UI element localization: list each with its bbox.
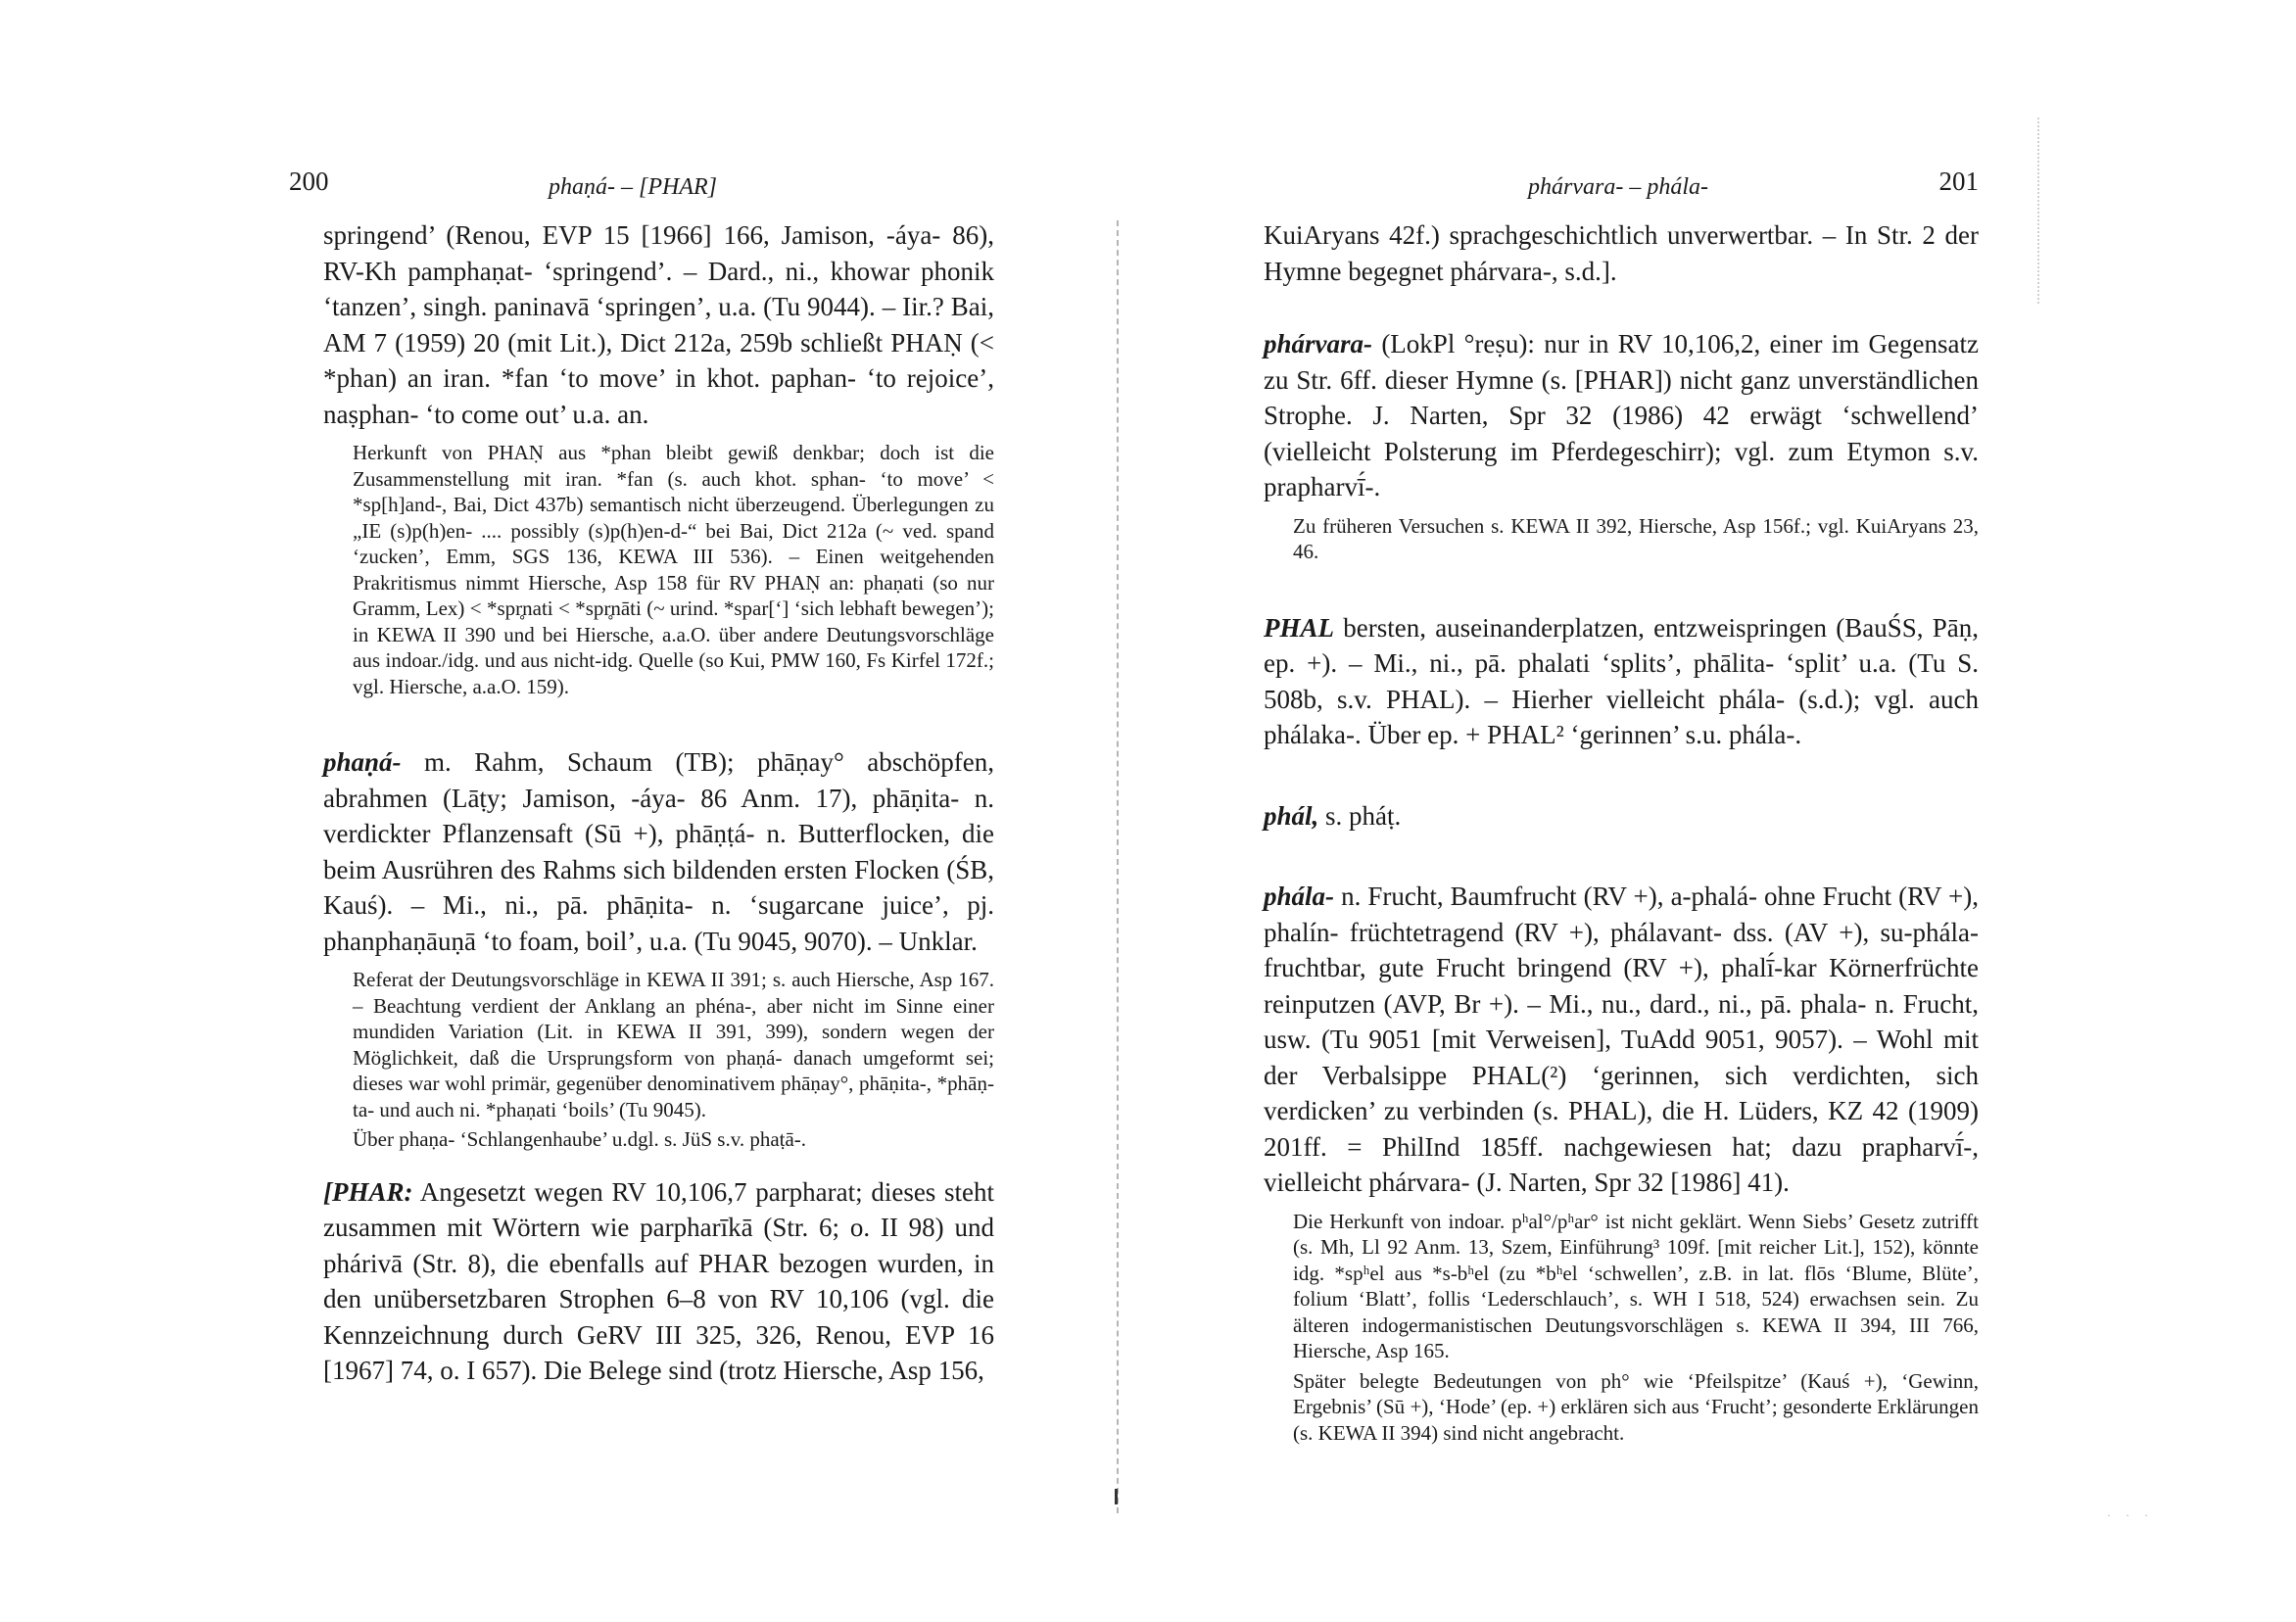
continuation-paragraph: KuiAryans 42f.) sprachgeschichtlich unverwertbar. – In Str. 2 der Hymne begegnet phárvara-, s.d.].	[1264, 220, 1979, 286]
page-number: 200	[289, 167, 329, 196]
entry-text: m. Rahm, Schaum (TB); phāṇay° abschöpfen, abrahmen (Lāṭy; Jamison, -áya- 86 Anm. 17), phāṇita- n. verdickter Pflanzensaft (Sū +), phāṇṭá- n. Butterflocken, die beim Ausrühren des Rahms sich bildenden ersten Flocken (ŚB, Kauś). – Mi., ni., pā. phāṇita- n. ‘sugarcane juice’, pj. phanphaṇāuṇā ‘to foam, boil’, u.a. (Tu 9045, 9070). – Unklar.	[323, 747, 994, 956]
page-number: 201	[1938, 167, 1979, 196]
small-print-note: Über phaṇa- ‘Schlangenhaube’ u.dgl. s. JüS s.v. phaṭā-.	[353, 1127, 807, 1151]
entry-pharvara	[1264, 326, 1979, 505]
gutter-divider	[1117, 220, 1119, 1513]
entry-phana	[323, 744, 994, 959]
small-print-note: Später belegte Bedeutungen von ph° wie ‘Pfeilspitze’ (Kauś +), ‘Gewinn, Ergebnis’ (Sū +), ‘Hode’ (ep. +) erklären sich aus ‘Frucht’; gesonderte Erklärungen (s. KEWA II 394) sind nicht angebracht.	[1293, 1368, 1979, 1445]
small-print-note: Referat der Deutungsvorschläge in KEWA II 391; s. auch Hiersche, Asp 167. – Beachtung verdient der Anklang an phéna-, aber nicht im Sinne einer mundiden Variation (Lit. in KEWA II 391, 399), sondern wegen der Möglichkeit, daß die Ursprungsform von phaṇá- danach umgeformt sei; dieses war wohl primär, gegenüber denominativem phāṇay°, phāṇita-, *phāṇ-ta- und auch ni. *phaṇati ‘boils’ (Tu 9045).	[353, 968, 994, 1121]
entry-phal-root	[1264, 610, 1979, 753]
entry-text: s. pháṭ.	[1318, 800, 1402, 831]
entry-text: (LokPl °reṣu): nur in RV 10,106,2, einer im Gegensatz zu Str. 6ff. dieser Hymne (s. [PHAR]) nicht ganz unverständlichen Strophe. J. Narten, Spr 32 (1986) 42 erwägt ‘schwellend’ (vielleicht Polsterung im Pferdegeschirr); vgl. zum Etymon s.v. prapharvī́-.	[1264, 329, 1979, 501]
entry-lemma: phaṇá-	[323, 747, 402, 777]
entry-text: Angesetzt wegen RV 10,106,7 parpharat; dieses steht zusammen mit Wörtern wie parpharīkā (Str. 6; o. II 98) und phárivā (Str. 8), die ebenfalls auf PHAR bezogen wurden, in den unübersetzbaren Strophen 6–8 von RV 10,106 (vgl. die Kennzeichnung durch GeRV III 325, 326, Renou, EVP 16 [1967] 74, o. I 657). Die Belege sind (trotz Hiersche, Asp 156,	[323, 1176, 994, 1385]
entry-phar	[323, 1174, 994, 1389]
small-print-note: Herkunft von PHAṆ aus *phan bleibt gewiß denkbar; doch ist die Zusammenstellung mit iran. *fan (s. auch khot. sphan- ‘to move’ < *sp[h]and-, Bai, Dict 437b) semantisch nicht überzeugend. Überlegungen zu „IE (s)p(h)en- .... possibly (s)p(h)en-d-“ bei Bai, Dict 212a (~ ved. spand ‘zucken’, Emm, SGS 136, KEWA III 536). – Einen weitgehenden Prakritismus nimmt Hiersche, Asp 158 für RV PHAṆ an: phaṇati (so nur Gramm, Lex) < *spr̥nati < *spr̥nāti (~ urind. *spar[‘] ‘sich lebhaft bewegen’); in KEWA II 390 und bei Hiersche, a.a.O. über andere Deutungsvorschläge aus indoar./idg. und aus nicht-idg. Quelle (so Kui, PMW 160, Fs Kirfel 172f.; vgl. Hiersche, a.a.O. 159).	[353, 441, 994, 698]
running-head: phaṇá- – [PHAR]	[549, 174, 717, 200]
entry-lemma: PHAL	[1264, 612, 1334, 643]
gutter-mark	[1115, 1489, 1118, 1504]
entry-text: bersten, auseinanderplatzen, entzweispringen (BauŚS, Pāṇ, ep. +). – Mi., ni., pā. phalati ‘splits’, phālita- ‘split’ u.a. (Tu S. 508b, s.v. PHAL). – Hierher vielleicht phála- (s.d.); vgl. auch phálaka-. Über ep. + PHAL² ‘gerinnen’ s.u. phála-.	[1264, 612, 1979, 749]
entry-lemma: phárvara-	[1264, 329, 1373, 358]
right-page	[1254, 0, 1979, 1622]
scan-edge	[2037, 118, 2041, 304]
entry-lemma: phál,	[1264, 800, 1319, 831]
right-page-body	[1264, 217, 1979, 1446]
scan-specks: · · ·	[2107, 1508, 2154, 1522]
entry-phala	[1264, 879, 1979, 1201]
entry-lemma: [PHAR:	[323, 1176, 413, 1207]
continuation-paragraph: springend’ (Renou, EVP 15 [1966] 166, Jamison, -áya- 86), RV-Kh pamphaṇat- ‘springend’. – Dard., ni., khowar phonik ‘tanzen’, singh. paninavā ‘springen’, u.a. (Tu 9044). – Iir.? Bai, AM 7 (1959) 20 (mit Lit.), Dict 212a, 259b schließt PHAṆ (< *phan) an iran. *fan ‘to move’ in khot. paphan- ‘to rejoice’, naṣphan- ‘to come out’ u.a. an.	[323, 220, 994, 429]
entry-text: n. Frucht, Baumfrucht (RV +), a-phalá- ohne Frucht (RV +), phalín- früchtetragend (RV +), phálavant- dss. (AV +), su-phála- fruchtbar, gute Frucht bringend (RV +), phalī́-kar Körnerfrüchte reinputzen (AVP, Br +). – Mi., nu., dard., ni., pā. phala- n. Frucht, usw. (Tu 9051 [mit Verweisen], TuAdd 9051, 9057). – Wohl mit der Verbalsippe PHAL(²) ‘gerinnen, sich verdichten, sich verdicken’ zu verbinden (s. PHAL), die H. Lüders, KZ 42 (1909) 201ff. = PhilInd 185ff. nachgewiesen hat; dazu prapharvī́-, vielleicht phárvara- (J. Narten, Spr 32 [1986] 41).	[1264, 882, 1979, 1197]
small-print-note: Die Herkunft von indoar. pʰal°/pʰar° ist nicht geklärt. Wenn Siebs’ Gesetz zutrifft (s. Mh, Ll 92 Anm. 13, Szem, Einführung³ 109f. [mit reicher Lit.], 152), könnte idg. *spʰel aus *s-bʰel (zu *bʰel ‘schwellen’, z.B. in lat. flōs ‘Blume, Blüte’, folium ‘Blatt’, follis ‘Lederschlauch’, s. WH I 518, 524) erwachsen sein. Zu älteren indogermanistischen Deutungsvorschlägen s. KEWA II 394, III 766, Hiersche, Asp 165.	[1293, 1209, 1979, 1362]
entry-phal	[1264, 798, 1979, 835]
small-print-note: Zu früheren Versuchen s. KEWA II 392, Hiersche, Asp 156f.; vgl. KuiAryans 23, 46.	[1293, 513, 1979, 563]
entry-lemma: phála-	[1264, 882, 1335, 911]
left-page-body	[323, 217, 994, 1389]
left-page	[289, 0, 994, 1622]
running-head: phárvara- – phála-	[1528, 174, 1708, 200]
